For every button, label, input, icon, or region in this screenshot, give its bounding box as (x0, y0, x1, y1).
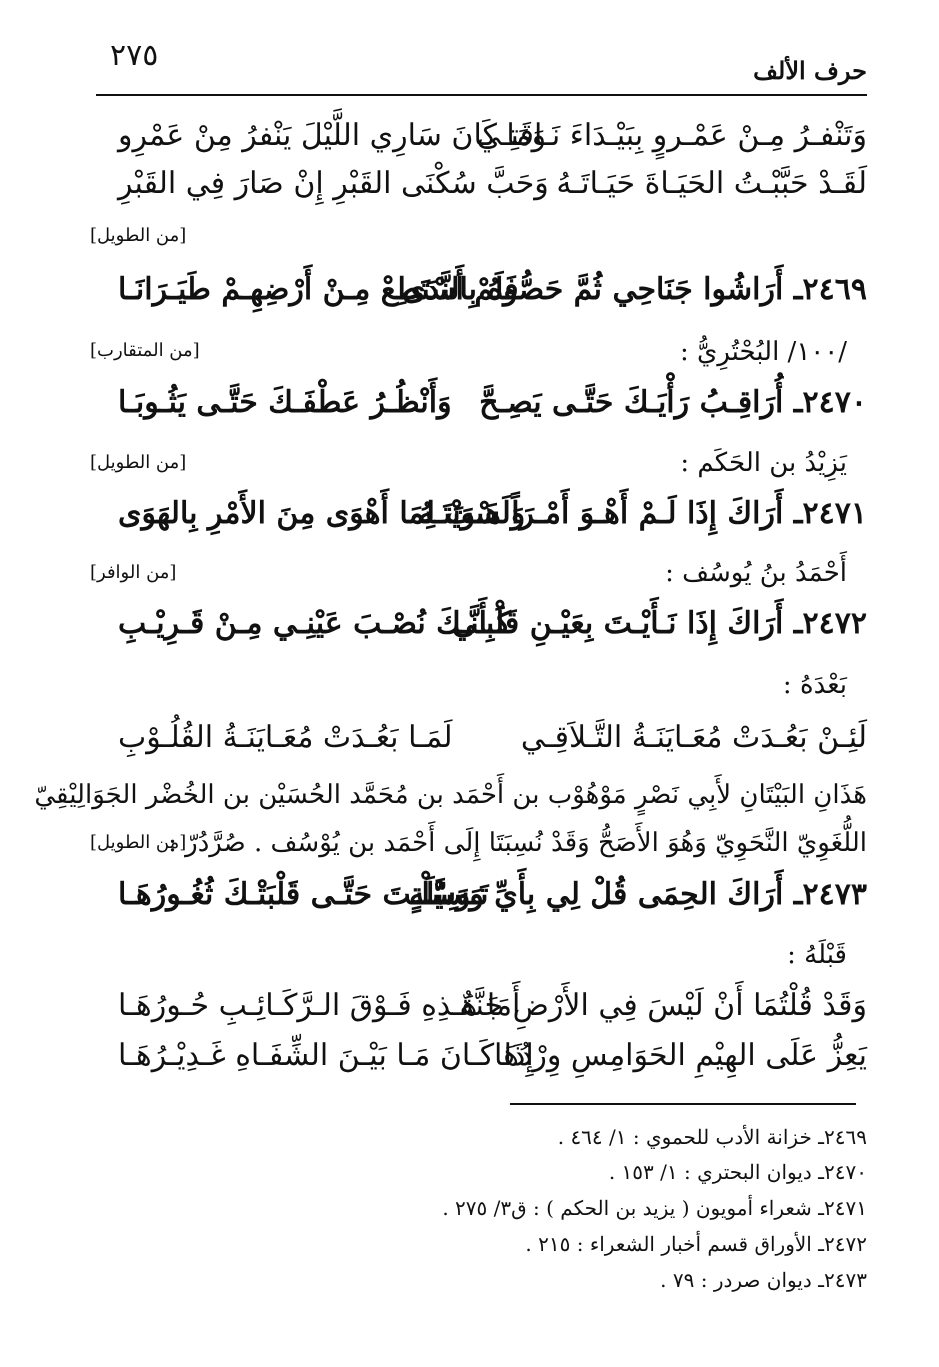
prose-line: اللُّغَوِيّ النَّحَوِيّ وَهُوَ الأَصَحُّ وَقَدْ نُسِبَتَا إِلَى أَحْمَد بن يُوْسُف . صُرَّدُرّ : (168, 828, 867, 858)
verse-2469-first: ٢٤٦٩ـ أَرَاشُوا جَنَاحِي ثُمَّ حَصُّوهُ بِالنَّدَى (402, 272, 867, 307)
verse-2473-second: تَـوَسَّلْـتَ حَتَّـى قَلْبَتْـكَ ثُغُـورُهَـا (118, 877, 489, 912)
verse-hemistich-right: لَقَـدْ حَبَّبْـتُ الحَيَـاةَ حَيَـاتَـهُ (556, 166, 867, 201)
footnote: ٢٤٧٣ـ ديوان صردر : ٧٩ . (660, 1268, 867, 1292)
running-head: حرف الألف (753, 56, 867, 85)
footnote: ٢٤٦٩ـ خزانة الأدب للحموي : ١/ ٤٦٤ . (557, 1125, 867, 1149)
verse-hemistich-left: وَمَا كَانَ سَارِي اللَّيْلَ يَنْفرُ مِنْ عَمْرِو (118, 118, 547, 153)
verse-2469-second: فَلَمْ أَسْتَطِعْ مِـنْ أَرْضِهِـمْ طَيَـرَانَـا (118, 272, 519, 307)
before-verse-first: يَعِزُّ عَلَى الهِيْمِ الحَوَامِسِ وِرْدُهَا (494, 1038, 867, 1073)
poet-attribution: يَزِيْدُ بن الحَكَم : (680, 448, 847, 478)
prose-line: هَذَانِ البَيْتَانِ لأَبِي نَصْرٍ مَوْهُوْب بن أَحْمَد بن مُحَمَّد الحُسَيْن بن الخُضْر الجَوَالِيْقِيّ (34, 780, 867, 810)
header-rule (96, 94, 867, 96)
verse-hemistich-right: وَتَنْفـرُ مِـنْ عَمْـروٍ بِبَيْـدَاءَ نَـاقَتِـي (476, 118, 867, 153)
meter-label: [من الطويل] (90, 452, 187, 473)
verse-2472-second: كَـأَنَّـكَ نُصْـبَ عَيْنِـي مِـنْ قَـرِيْـبِ (118, 606, 511, 641)
before-verse-first: وَقَدْ قُلْتُمَا أَنْ لَيْسَ فِي الأَرْضِ جَنَّةٌ (459, 988, 867, 1023)
footnote-rule (510, 1103, 856, 1105)
verse-2471-first: ٢٤٧١ـ أَرَاكَ إِذَا لَـمْ أَهْـوَ أَمْـرَاً هَـوَيْتَـهُ (418, 496, 867, 531)
after-label: بَعْدَهُ : (782, 670, 847, 700)
verse-2470-second: وَأَنْظُـرُ عَطْفَـكَ حَتَّـى يَثُـوبَـا (118, 385, 452, 420)
verse-2472-first: ٢٤٧٢ـ أَرَاكَ إِذَا نَـأَيْـتَ بِعَيْـنِ قَلْبِـي (452, 606, 867, 641)
verse-2470-first: ٢٤٧٠ـ أُرَاقِـبُ رَأْيَـكَ حَتَّـى يَصِـحَّ (479, 385, 867, 420)
before-verse-second: إِذَا كَـانَ مَـا بَيْـنَ الشِّفَـاهِ غَـدِيْـرُهَـا (118, 1038, 534, 1073)
before-verse-second: أَمَا هَـذِهِ فَـوْقَ الـرَّكَـائِـبِ حُـورُهَـا (118, 988, 521, 1023)
poet-attribution: /١٠٠/ البُحْتُرِيُّ : (679, 337, 847, 367)
meter-label: [من الطويل] (90, 832, 187, 853)
verse-2473-first: ٢٤٧٣ـ أَرَاكَ الحِمَى قُلْ لِي بِأَيِّ وَسِيْلَةٍ (409, 877, 867, 912)
meter-label: [من الوافر] (90, 562, 177, 583)
after-verse-second: لَمَـا بَعُـدَتْ مُعَـايَنَـةُ القُلُـوْبِ (118, 720, 453, 755)
footnote: ٢٤٧٠ـ ديوان البحتري : ١/ ١٥٣ . (608, 1160, 867, 1184)
footnote: ٢٤٧١ـ شعراء أمويون ( يزيد بن الحكم ) : ق٣/ ٢٧٥ . (442, 1196, 867, 1220)
after-verse-first: لَئِـنْ بَعُـدَتْ مُعَـايَنَـةُ التَّـلاَقِـي (520, 720, 867, 755)
page-number: ٢٧٥ (110, 38, 159, 73)
poet-attribution: أَحْمَدُ بنُ يُوسُف : (665, 558, 847, 588)
footnote: ٢٤٧٢ـ الأوراق قسم أخبار الشعراء : ٢١٥ . (525, 1232, 867, 1256)
before-label: قَبْلَهُ : (787, 940, 847, 970)
meter-label: [من المتقارب] (90, 340, 200, 361)
verse-2471-second: وَلَسْتَ لِمَا أَهْوَى مِنَ الأَمْرِ بِالهَوَى (118, 496, 526, 531)
meter-label: [من الطويل] (90, 225, 187, 246)
verse-hemistich-left: وَحَبَّ سُكْنَى القَبْرِ إِنْ صَارَ فِي القَبْرِ (118, 166, 549, 201)
